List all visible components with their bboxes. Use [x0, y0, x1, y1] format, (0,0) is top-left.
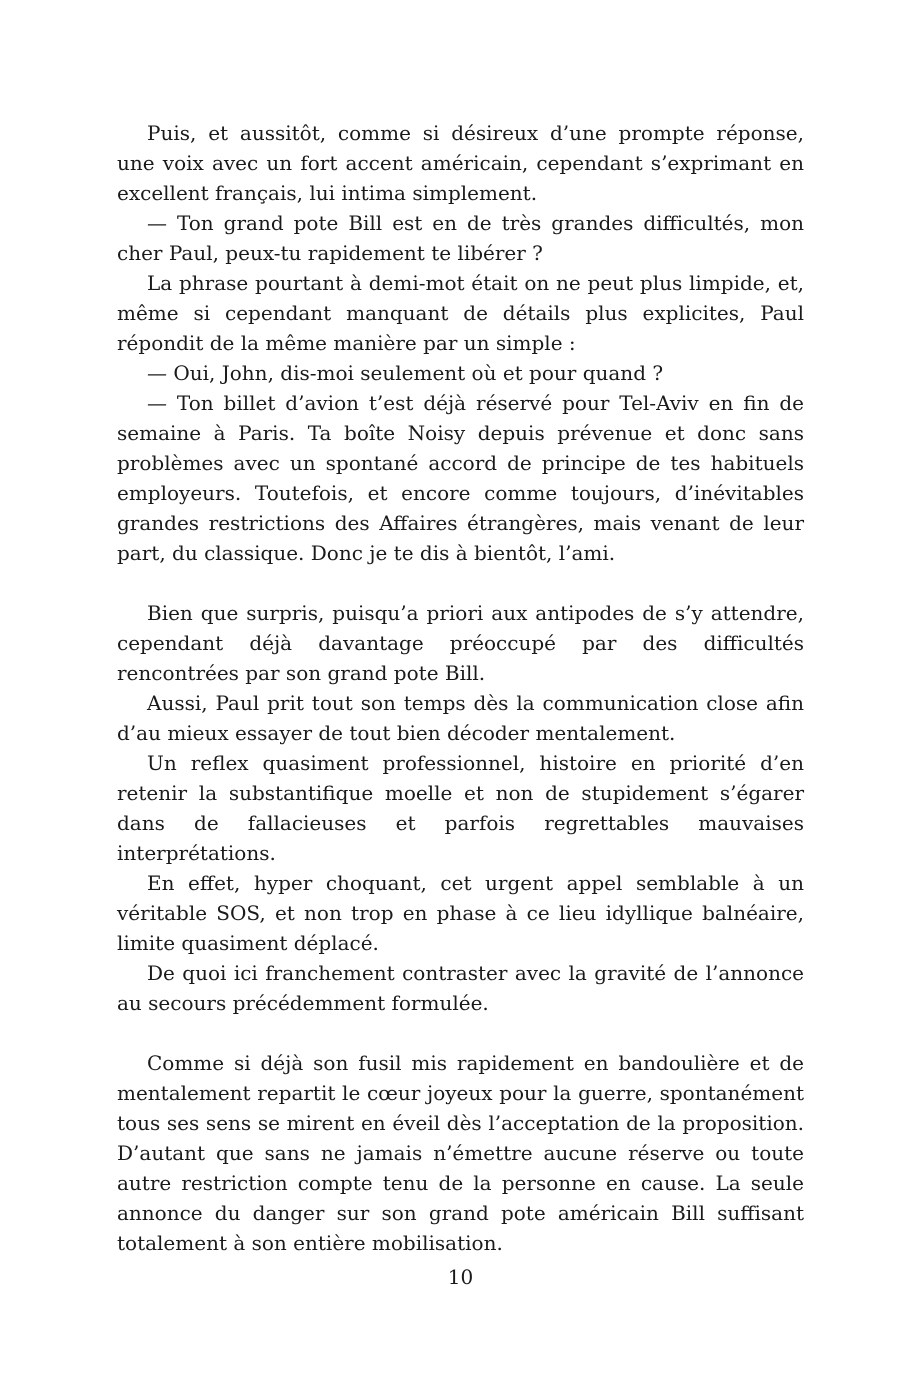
paragraph: En effet, hyper choquant, cet urgent appel semblable à un véritable SOS, et non trop en phase à ce lieu idyllique balnéaire, limite quasiment déplacé.: [117, 871, 804, 955]
paragraph: Aussi, Paul prit tout son temps dès la communication close afin d’au mieux essayer de tout bien décoder mentalement.: [117, 691, 804, 745]
page-number: 10: [447, 1265, 474, 1289]
dialogue-line: — Ton grand pote Bill est en de très grandes difficultés, mon cher Paul, peux-tu rapidement te libérer ?: [117, 211, 804, 265]
dialogue-line: — Ton billet d’avion t’est déjà réservé pour Tel-Aviv en fin de semaine à Paris. Ta boîte Noisy depuis prévenue et donc sans problèmes avec un spontané accord de principe de tes habituels employeurs. Toutefois, et encore comme toujours, d’inévitables grandes restrictions des Affaires étrangères, mais venant de leur part, du classique. Donc je te dis à bientôt, l’ami.: [117, 391, 804, 565]
page-body: [117, 118, 804, 1258]
paragraph: La phrase pourtant à demi-mot était on ne peut plus limpide, et, même si cependant manquant de détails plus explicites, Paul répondit de la même manière par un simple :: [117, 271, 804, 355]
dialogue-line: — Oui, John, dis-moi seulement où et pour quand ?: [147, 361, 664, 385]
paragraph: Un reflex quasiment professionnel, histoire en priorité d’en retenir la substantifique moelle et non de stupidement s’égarer dans de fallacieuses et parfois regrettables mauvaises interprétations.: [117, 751, 804, 865]
paragraph: De quoi ici franchement contraster avec la gravité de l’annonce au secours précédemment formulée.: [117, 961, 804, 1015]
paragraph: Bien que surpris, puisqu’a priori aux antipodes de s’y attendre, cependant déjà davantage préoccupé par des difficultés rencontrées par son grand pote Bill.: [117, 601, 804, 685]
paragraph: Puis, et aussitôt, comme si désireux d’une prompte réponse, une voix avec un fort accent américain, cependant s’exprimant en excellent français, lui intima simplement.: [117, 121, 804, 205]
paragraph: Comme si déjà son fusil mis rapidement en bandoulière et de mentalement repartit le cœur joyeux pour la guerre, spontanément tous ses sens se mirent en éveil dès l’acceptation de la proposition. D’autant que sans ne jamais n’émettre aucune réserve ou toute autre restriction compte tenu de la personne en cause. La seule annonce du danger sur son grand pote américain Bill suffisant totalement à son entière mobilisation.: [117, 1051, 804, 1255]
